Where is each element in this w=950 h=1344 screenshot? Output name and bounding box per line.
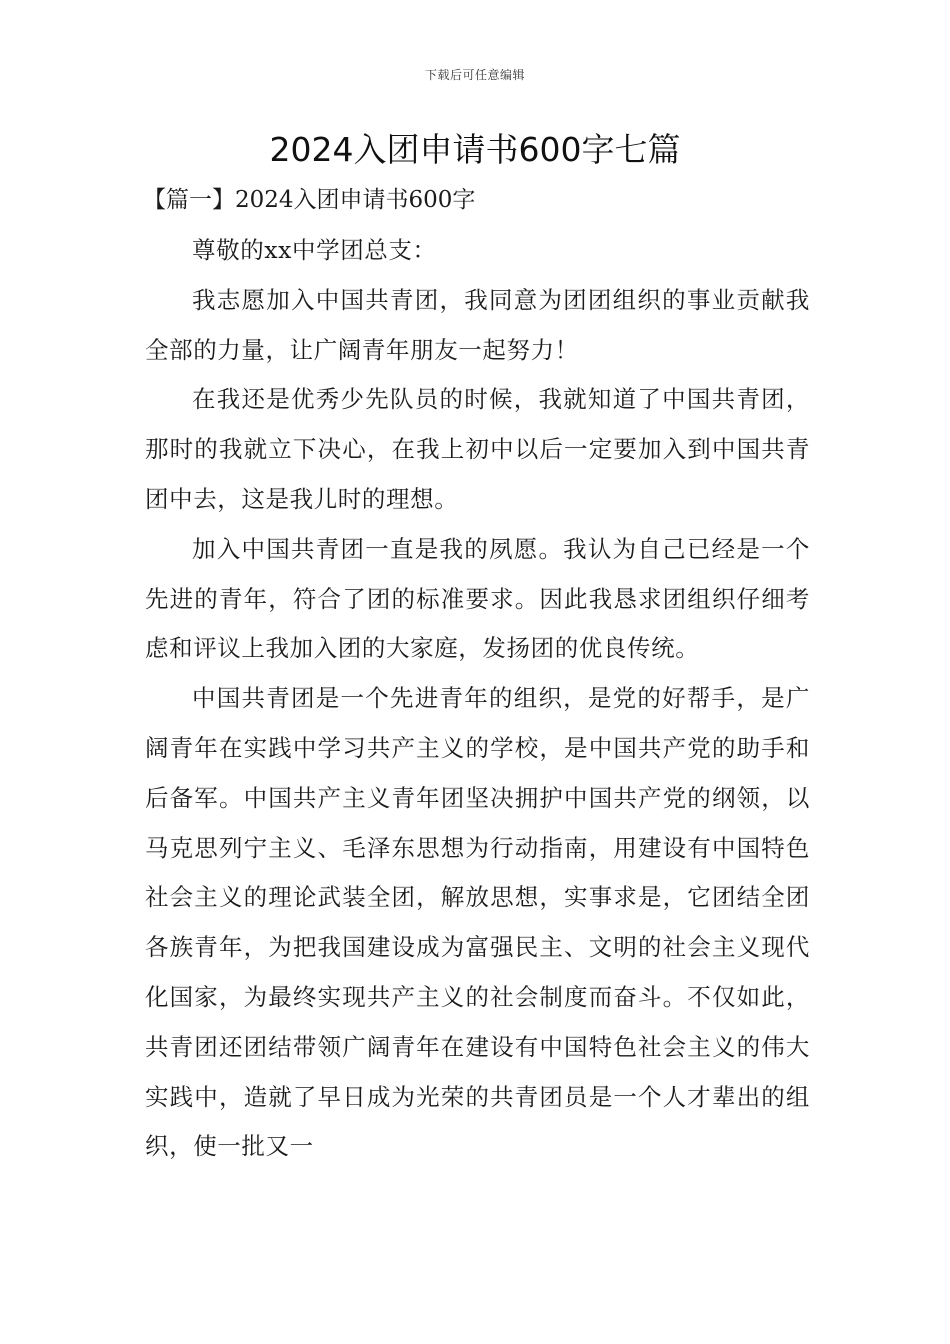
header-note: 下载后可任意编辑 bbox=[424, 68, 525, 82]
paragraph: 加入中国共青团一直是我的夙愿。我认为自己已经是一个先进的青年，符合了团的标准要求。因此我恳求团组织仔细考虑和评议上我加入团的大家庭，发扬团的优良传统。 bbox=[145, 534, 810, 663]
paragraph: 我志愿加入中国共青团，我同意为团团组织的事业贡献我全部的力量，让广阔青年朋友一起努力！ bbox=[145, 285, 810, 364]
body-text bbox=[145, 226, 810, 1172]
section-heading: 【篇一】2024入团申请书600字 bbox=[143, 187, 476, 213]
paragraph: 在我还是优秀少先队员的时候，我就知道了中国共青团，那时的我就立下决心，在我上初中以后一定要加入到中国共青团中去，这是我儿时的理想。 bbox=[145, 385, 810, 513]
document-title: 2024入团申请书600字七篇 bbox=[269, 130, 681, 169]
paragraph: 中国共青团是一个先进青年的组织，是党的好帮手，是广阔青年在实践中学习共产主义的学校，是中国共产党的助手和后备军。中国共产主义青年团坚决拥护中国共产党的纲领，以马克思列宁主义、毛泽东思想为行动指南，用建设有中国特色社会主义的理论武装全团，解放思想，实事求是，它团结全团各族青年，为把我国建设成为富强民主、文明的社会主义现代化国家，为最终实现共产主义的社会制度而奋斗。不仅如此，共青团还团结带领广阔青年在建设有中国特色社会主义的伟大实践中，造就了早日成为光荣的共青团员是一个人才辈出的组织，使一批又一 bbox=[145, 684, 810, 1161]
salutation: 尊敬的xx中学团总支： bbox=[192, 236, 437, 264]
